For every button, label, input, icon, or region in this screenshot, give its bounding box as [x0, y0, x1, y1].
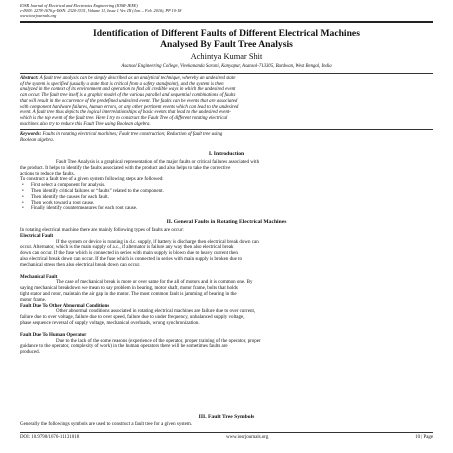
footer-page-number: 10 | Page [415, 435, 433, 440]
paragraph-line: If the system or device is running in d.c. supply, if battery is discharge then electrical break down can [56, 239, 259, 245]
paragraph-line: In rotating electrical machine there are mainly following types of faults are occur: [20, 228, 184, 233]
general-faults-body [20, 228, 433, 356]
title-line-1: Identification of Different Faults of Different Electrical Machines [93, 28, 360, 39]
author-affiliation: Asansol Engineering College, Vivekananda Sarani, Kanyapur, Asansol-713305, Burdwan, West Bengal, India [121, 64, 332, 69]
paragraph-line: mechanical stress then also electrical break down can occur. [20, 262, 141, 268]
list-item: • Then work toward a root cause. [22, 200, 95, 206]
list-item: • First select a component for analysis. [22, 183, 106, 189]
steps-list [20, 183, 433, 212]
list-item: • Finally identify countermeasures for each root cause. [22, 206, 138, 212]
bullet-icon: • [22, 200, 24, 206]
keywords [20, 132, 433, 143]
abstract-line: with component hardware failures, human errors, or any other pertinent events which can lead to the undesired [20, 104, 239, 110]
abstract-line: machines also try to reduce this Fault Tree using Boolean algebra. [20, 121, 151, 127]
journal-issn: e-ISSN: 2278-1676,p-ISSN: 2320-3331, Volume 11, Issue 1 Ver. III (Jan. – Feb. 2016), PP 10-18 [20, 8, 182, 14]
abstract-line: A fault tree analysis can be simply described as an analytical technique, whereby an undesired state [39, 76, 236, 81]
abstract-top-rule [20, 73, 433, 74]
abstract [20, 76, 433, 127]
abstract-line: that will result in the occurrence of the predefined undesired event. The faults can be events that are associated [20, 98, 238, 104]
paragraph-line: guidance to the operator, complexity of work) in the human operators there will be sometimes faults are [20, 344, 228, 350]
paragraph-line: To construct a fault tree of a given system following steps are followed: [20, 177, 164, 183]
paragraph-line: produced. [20, 350, 40, 356]
title-line-2: Analysed By Fault Tree Analysis [160, 39, 293, 50]
paragraph-line: also electrical break down can occur. If the fuse which is connected in series with main supply is broken due to [20, 256, 243, 262]
keywords-line: Faults in rotating electrical machines; Fault tree construction; Reduction of fault tree using [42, 132, 223, 137]
list-item: • Then identify critical failures or “faults” related to the component. [22, 188, 164, 194]
paper-title [20, 28, 433, 50]
paragraph-line: The case of mechanical break is more or over same for the all of motors and it is common one. By [56, 280, 253, 286]
section-heading-fault-tree-symbols: III. Fault Tree Symbols [198, 414, 255, 420]
abstract-line: event. A fault tree thus depicts the logical interrelationships of basic events that lead to the undesired event- [20, 110, 231, 116]
paragraph-line: phase sequence reversal of supply voltage, mechanical overloads, wrong synchronization. [20, 320, 200, 326]
paragraph-line: down can occur. If the fuse which is connected in series with main supply is blown due to heavy current then [20, 251, 238, 257]
abstract-line: of the system is specified (usually a state that is critical from a safety standpoint), and the system is then [20, 81, 224, 87]
subheading-mechanical-fault: Mechanical Fault [20, 274, 58, 280]
abstract-line: analyzed in the context of its environment and operation to find all credible ways in which the undesired event [20, 87, 236, 93]
abstract-line: can occur. The fault tree itself is a graphic model of the various parallel and sequential combinations of faults [20, 93, 236, 99]
footer-rule [20, 432, 433, 433]
paragraph-line: occur. Alternator, which is the main supply of a.c., if alternator is failure any way then also electrical break [20, 245, 234, 251]
page-footer [20, 432, 433, 440]
footer-doi: DOI: 10.9790/1676-11131018 [20, 435, 80, 440]
journal-header [20, 3, 181, 19]
paragraph-line: Other abnormal conditions associated in rotating electrical machines are failure due to over current, [56, 309, 256, 315]
journal-name: IOSR Journal of Electrical and Electronics Engineering (IOSR-JEEE) [20, 3, 138, 8]
keywords-line: Boolean algebra. [20, 137, 54, 143]
author-name: Achintya Kumar Shit [190, 52, 263, 61]
section-heading-introduction: I. Introduction [208, 151, 245, 157]
header-rule [20, 21, 433, 23]
keywords-label: Keywords: [20, 132, 42, 137]
paragraph-line: motor frame. [20, 297, 47, 303]
abstract-line: which is the top event of the fault tree. Here I try to construct the Fault Tree of different rotating electrical [20, 115, 228, 121]
bullet-icon: • [22, 194, 24, 200]
paragraph-line: Due to the lack of the some reasons (experience of the operator, proper training of the operator, proper [56, 338, 261, 344]
paragraph-line: actions to reduce the faults. [20, 171, 75, 177]
abstract-bottom-rule [20, 129, 433, 130]
footer-website[interactable]: www.iosrjournals.org [226, 435, 269, 440]
subheading-electrical-fault: Electrical Fault [20, 233, 54, 239]
fault-tree-symbols-body: Generally the followings symbols are used to construct a fault tree for a given system. [20, 422, 193, 427]
bullet-icon: • [22, 183, 24, 189]
paragraph-line: the product. It helps to identify the faults associated with the product and also helps to take the corrective [20, 165, 231, 171]
paragraph-line: saying mechanical breakdown we mean to say problem in bearing, motor shaft, motor frame, bolts that holds [20, 286, 238, 292]
paragraph-line: Fault Tree Analysis is a graphical representation of the major faults or critical failures associated with [56, 160, 260, 165]
subheading-human-operator: Fault Due To Human Operator [20, 332, 87, 338]
abstract-label: Abstract: [20, 76, 39, 81]
bullet-icon: • [22, 206, 24, 212]
bullet-icon: • [22, 188, 24, 194]
journal-website[interactable]: www.iosrjournals.org [20, 13, 57, 19]
list-item: • Then identify the causes for each fault. [22, 194, 109, 200]
subheading-abnormal-conditions: Fault Due To Other Abnormal Conditions [20, 303, 110, 309]
paragraph-line: failure due to over voltage, failure due to over speed, failure due to under frequency, unbalanced supply voltage, [20, 315, 245, 321]
paragraph-line: tight stator and rotor, maintain the air gap in the motor. The most common fault is jamming of bearing in the [20, 291, 237, 297]
introduction-body [20, 160, 433, 212]
section-heading-general-faults: II. General Faults in Rotating Electrical Machines [166, 219, 287, 225]
